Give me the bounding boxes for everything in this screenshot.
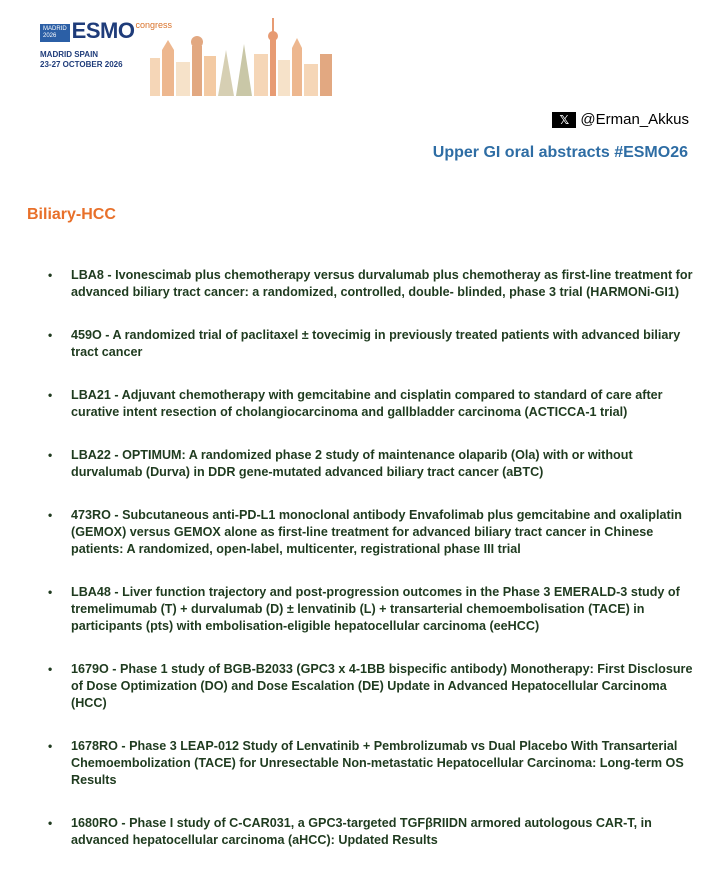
abstract-text: 1680RO - Phase I study of C-CAR031, a GPC3-targeted TGFβRIIDN armored autologous CAR-T, in advanced hepatocellular carcinoma (aHCC): Updated Results	[71, 816, 652, 847]
x-logo-icon: 𝕏	[552, 112, 576, 128]
bullet-icon: •	[48, 585, 53, 599]
logo-badge-year: 2026	[43, 33, 57, 39]
logo-badge-city: MADRID	[43, 26, 67, 32]
abstract-item	[48, 507, 696, 558]
abstract-item	[48, 447, 696, 481]
abstract-text: 473RO - Subcutaneous anti-PD-L1 monoclonal antibody Envafolimab plus gemcitabine and oxaliplatin (GEMOX) versus GEMOX alone as first-line treatment for advanced biliary tract cancer in Chinese patients: A randomized, open-label, multicenter, registrational phase III trial	[71, 508, 682, 556]
logo-suffix: congress	[135, 20, 172, 30]
abstract-item	[48, 815, 696, 849]
author-handle-row	[552, 111, 689, 128]
abstract-item	[48, 738, 696, 789]
bullet-icon: •	[48, 816, 53, 830]
bullet-icon: •	[48, 448, 53, 462]
bullet-icon: •	[48, 739, 53, 753]
abstract-item	[48, 267, 696, 301]
abstract-item	[48, 327, 696, 361]
abstract-item	[48, 387, 696, 421]
abstract-text: 459O - A randomized trial of paclitaxel ± tovecimig in previously treated patients with advanced biliary tract cancer	[71, 328, 681, 359]
abstract-text: LBA22 - OPTIMUM: A randomized phase 2 study of maintenance olaparib (Ola) with or without durvalumab (Durva) in DDR gene-mutated advanced biliary tract cancer (aBTC)	[71, 448, 633, 479]
abstract-list	[48, 267, 696, 849]
logo-badge	[40, 24, 70, 42]
author-handle: @Erman_Akkus	[580, 111, 689, 128]
congress-dates: 23-27 OCTOBER 2026	[40, 60, 123, 69]
bullet-icon: •	[48, 508, 53, 522]
abstract-item	[48, 584, 696, 635]
abstract-item	[48, 661, 696, 712]
abstract-text: 1678RO - Phase 3 LEAP-012 Study of Lenvatinib + Pembrolizumab vs Dual Placebo With Transarterial Chemoembolization (TACE) for Unresectable Non-metastatic Hepatocellular Carcinoma: Long-term OS Results	[71, 739, 684, 787]
abstract-text: LBA21 - Adjuvant chemotherapy with gemcitabine and cisplatin compared to standard of care after curative intent resection of cholangiocarcinoma and gallbladder carcinoma (ACTICCA-1 trial)	[71, 388, 663, 419]
abstract-text: LBA8 - Ivonescimab plus chemotherapy versus durvalumab plus chemotheray as first-line treatment for advanced biliary tract cancer: a randomized, controlled, double- blinded, phase 3 trial (HARMONi-GI1)	[71, 268, 693, 299]
bullet-icon: •	[48, 268, 53, 282]
abstract-text: LBA48 - Liver function trajectory and post-progression outcomes in the Phase 3 EMERALD-3 study of tremelimumab (T) + durvalumab (D) ± lenvatinib (L) + transarterial chemoembolisation (TACE) in participants (pts) with embolisation-eligible hepatocellular carcinoma (eeHCC)	[71, 585, 680, 633]
bullet-icon: •	[48, 662, 53, 676]
congress-location: MADRID SPAIN	[40, 50, 99, 59]
abstract-text: 1679O - Phase 1 study of BGB-B2033 (GPC3 x 4-1BB bispecific antibody) Monotherapy: First Disclosure of Dose Optimization (DO) and Dose Escalation (DE) Update in Advanced Hepatocellular Carcinoma (HCC)	[71, 662, 693, 710]
bullet-icon: •	[48, 328, 53, 342]
bullet-icon: •	[48, 388, 53, 402]
congress-banner	[30, 8, 340, 98]
section-title: Biliary-HCC	[27, 206, 116, 223]
page-subtitle: Upper GI oral abstracts #ESMO26	[432, 144, 688, 161]
logo-name: ESMO	[71, 18, 135, 43]
madrid-skyline-illustration	[148, 10, 338, 96]
